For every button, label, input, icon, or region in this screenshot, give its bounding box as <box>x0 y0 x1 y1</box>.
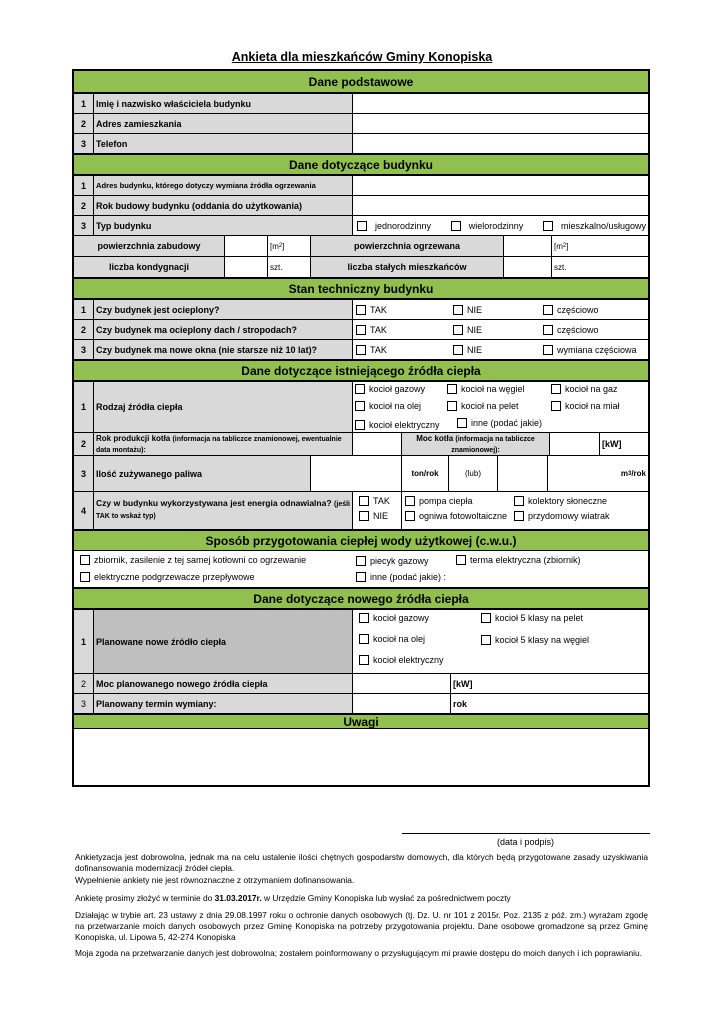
row-number: 2 <box>74 674 93 693</box>
option-label: wielorodzinny <box>468 220 524 231</box>
insulated-options <box>352 300 648 319</box>
checkbox-icon[interactable] <box>481 635 491 645</box>
area-field[interactable] <box>224 236 267 256</box>
heated-area-label: powierzchnia ogrzewana <box>310 236 503 256</box>
insulated-label: Czy budynek jest ocieplony? <box>93 300 352 319</box>
roof-partial[interactable] <box>543 325 599 335</box>
option-label: częściowo <box>557 324 599 335</box>
checkbox-icon[interactable] <box>447 401 457 411</box>
new-source-electric[interactable] <box>359 655 444 665</box>
area-unit <box>267 236 310 256</box>
type-single-family[interactable] <box>357 221 431 231</box>
unit-sup: 3 <box>627 470 632 477</box>
checkbox-icon[interactable] <box>551 401 561 411</box>
roof-label: Czy budynek ma ocieplony dach / stropodach? <box>93 320 352 339</box>
option-label: kocioł na pelet <box>461 401 519 411</box>
phone-label: Telefon <box>93 134 352 153</box>
checkbox-icon[interactable] <box>543 325 553 335</box>
option-label: kocioł gazowy <box>373 613 430 623</box>
hw-tank[interactable] <box>80 555 306 565</box>
insulated-yes[interactable] <box>356 305 387 315</box>
unit-sup: 2 <box>278 243 283 249</box>
address-label: Adres zamieszkania <box>93 114 352 133</box>
area-label: powierzchnia zabudowy <box>74 236 224 256</box>
planned-power-unit: [kW] <box>450 674 648 693</box>
checkbox-icon[interactable] <box>543 305 553 315</box>
new-source-oil[interactable] <box>359 634 425 644</box>
planned-date-field[interactable] <box>352 694 450 713</box>
building-row-type <box>74 215 648 235</box>
renewable-types <box>401 492 648 529</box>
planned-date-label: Planowany termin wymiany: <box>93 694 352 713</box>
checkbox-icon[interactable] <box>514 496 524 506</box>
option-label: ogniwa fotowoltaiczne <box>419 511 508 521</box>
fuel-unit-tons: ton/rok <box>401 456 448 491</box>
insulated-partial[interactable] <box>543 305 599 315</box>
row-number: 1 <box>74 176 93 195</box>
heat-source-label: Rodzaj źródła ciepła <box>93 382 352 432</box>
hw-flow-heater[interactable] <box>80 572 255 582</box>
option-label: mieszkalno/usługowy <box>560 220 646 231</box>
checkbox-icon[interactable] <box>405 511 415 521</box>
checkbox-icon[interactable] <box>359 634 369 644</box>
fuel-usage-label: Ilość zużywanego paliwa <box>93 456 310 491</box>
option-label: kocioł na olej <box>373 634 426 644</box>
floors-label: liczba kondygnacji <box>74 257 224 277</box>
option-label: kocioł na gaz <box>565 384 618 394</box>
row-number: 1 <box>74 382 93 432</box>
source-oil[interactable] <box>355 401 421 411</box>
checkbox-icon[interactable] <box>356 345 366 355</box>
checkbox-icon[interactable] <box>355 384 365 394</box>
roof-no[interactable] <box>453 325 482 335</box>
option-label: kocioł elektryczny <box>373 655 444 665</box>
deadline-date: 31.03.2017r. <box>214 893 262 903</box>
row-number: 3 <box>74 216 93 235</box>
checkbox-icon[interactable] <box>80 572 90 582</box>
planned-power-field[interactable] <box>352 674 450 693</box>
residents-field[interactable] <box>503 257 551 277</box>
row-number: 3 <box>74 456 93 491</box>
power-unit: [kW] <box>599 433 648 455</box>
section-header-basic: Dane podstawowe <box>74 71 648 93</box>
row-number: 3 <box>74 134 93 153</box>
build-year-label: Rok budowy budynku (oddania do użytkowania) <box>93 196 352 215</box>
source-lpg[interactable] <box>551 384 618 394</box>
row-number: 1 <box>74 610 93 673</box>
option-label: TAK <box>370 324 387 335</box>
section-header-existing: Dane dotyczące istniejącego źródła ciepła <box>74 359 648 381</box>
boiler-power-field[interactable] <box>549 433 599 455</box>
tech-row-insulated <box>74 299 648 319</box>
checkbox-icon[interactable] <box>357 221 367 231</box>
section-header-hot-water: Sposób przygotowania ciepłej wody użytkowej (c.w.u.) <box>74 529 648 551</box>
existing-row-year <box>74 432 648 455</box>
unit-close: ] <box>566 241 569 251</box>
planned-source-options <box>352 610 648 673</box>
residents-label: liczba stałych mieszkańców <box>310 257 503 277</box>
note-consent: Moja zgoda na przetwarzanie danych jest dobrowolna; zostałem poinformowany o przysługującym mi prawie dostępu do moich danych i ich poprawianiu. <box>75 948 643 958</box>
checkbox-icon[interactable] <box>451 221 461 231</box>
planned-date-unit: rok <box>450 694 648 713</box>
section-header-remarks: Uwagi <box>74 713 648 729</box>
unit-sup: 2 <box>562 243 567 249</box>
checkbox-icon[interactable] <box>355 401 365 411</box>
label-main: Moc kotła <box>416 434 454 443</box>
option-label: kocioł 5 klasy na węgiel <box>495 635 590 645</box>
signature-line <box>402 833 650 834</box>
new-source-row-power <box>74 673 648 693</box>
checkbox-icon[interactable] <box>447 384 457 394</box>
checkbox-icon[interactable] <box>356 305 366 315</box>
checkbox-icon[interactable] <box>355 420 365 430</box>
heated-area-unit <box>551 236 648 256</box>
hw-other[interactable] <box>356 572 446 582</box>
row-number: 1 <box>74 300 93 319</box>
row-number: 2 <box>74 114 93 133</box>
checkbox-icon[interactable] <box>551 384 561 394</box>
existing-row-renewable <box>74 491 648 529</box>
option-label: jednorodzinny <box>375 220 432 231</box>
planned-source-label: Planowane nowe źródło ciepła <box>93 610 352 673</box>
row-number: 1 <box>74 94 93 113</box>
floors-unit: szt. <box>267 257 310 277</box>
note-no-guarantee: Wypełnienie ankiety nie jest równoznaczne z otrzymaniem dofinansowania. <box>75 875 355 885</box>
boiler-power-label <box>401 433 549 455</box>
option-label: inne (podać jakie) <box>471 418 543 428</box>
option-label: NIE <box>467 324 483 335</box>
hw-gas-heater[interactable] <box>356 556 429 566</box>
checkbox-icon[interactable] <box>359 511 369 521</box>
existing-row-fuel <box>74 455 648 491</box>
fuel-m3-field[interactable] <box>497 456 547 491</box>
source-fine-coal[interactable] <box>551 401 620 411</box>
renewable-solar[interactable] <box>514 496 607 506</box>
windows-no[interactable] <box>453 345 482 355</box>
option-label: inne (podać jakie) : <box>370 572 447 582</box>
option-label: TAK <box>370 344 387 355</box>
section-header-technical: Stan techniczny budynku <box>74 277 648 299</box>
unit-text: [m <box>554 241 563 251</box>
heat-source-options <box>352 382 648 432</box>
source-pellet[interactable] <box>447 401 519 411</box>
building-row-area <box>74 235 648 256</box>
hw-electric-tank[interactable] <box>456 555 581 565</box>
label-main: Czy w budynku wykorzystywana jest energia odnawialna? <box>96 498 332 508</box>
row-number: 2 <box>74 433 93 455</box>
building-address-field[interactable] <box>352 176 648 195</box>
option-label: wymiana częściowa <box>557 344 637 355</box>
checkbox-icon[interactable] <box>356 556 366 566</box>
building-type-label: Typ budynku <box>93 216 352 235</box>
option-label: NIE <box>467 304 483 315</box>
option-label: TAK <box>370 304 387 315</box>
checkbox-icon[interactable] <box>456 555 466 565</box>
planned-power-label: Moc planowanego nowego źródła ciepła <box>93 674 352 693</box>
remarks-field[interactable] <box>74 729 648 785</box>
label-note: (jeśli TAK to wskaż typ) <box>96 501 350 520</box>
row-number: 2 <box>74 320 93 339</box>
label-note: (informacja na tabliczce znamionowej, ewentualnie data montażu): <box>96 436 342 454</box>
row-number: 4 <box>74 492 93 529</box>
checkbox-icon[interactable] <box>453 345 463 355</box>
new-source-gas[interactable] <box>359 613 429 623</box>
option-label: kocioł na węgiel <box>461 384 525 394</box>
insulated-no[interactable] <box>453 305 482 315</box>
option-label: kocioł na miał <box>565 401 620 411</box>
option-label: elektryczne podgrzewacze przepływowe <box>94 572 255 582</box>
checkbox-icon[interactable] <box>359 655 369 665</box>
option-label: NIE <box>373 511 389 521</box>
row-number: 3 <box>74 340 93 359</box>
checkbox-icon[interactable] <box>356 325 366 335</box>
basic-row-phone <box>74 133 648 153</box>
option-label: kocioł gazowy <box>369 384 426 394</box>
source-electric[interactable] <box>355 420 440 430</box>
option-label: NIE <box>467 344 483 355</box>
building-row-year <box>74 195 648 215</box>
type-mixed-use[interactable] <box>543 221 646 231</box>
floors-field[interactable] <box>224 257 267 277</box>
row-number: 3 <box>74 694 93 713</box>
renewable-yes[interactable] <box>359 496 390 506</box>
option-label: kocioł 5 klasy na pelet <box>495 613 584 623</box>
renewable-label <box>93 492 352 529</box>
boiler-year-label <box>93 433 352 455</box>
section-header-new-source: Dane dotyczące nowego źródła ciepła <box>74 587 648 609</box>
option-label: zbiornik, zasilenie z tej samej kotłowni co ogrzewanie <box>94 555 307 565</box>
source-gas[interactable] <box>355 384 425 394</box>
page-title: Ankieta dla mieszkańców Gminy Konopiska <box>231 50 493 64</box>
phone-field[interactable] <box>352 134 648 153</box>
building-row-address <box>74 175 648 195</box>
owner-name-field[interactable] <box>352 94 648 113</box>
checkbox-icon[interactable] <box>457 418 467 428</box>
boiler-year-field[interactable] <box>352 433 401 455</box>
new-source-coal5[interactable] <box>481 635 589 645</box>
windows-partial[interactable] <box>543 345 637 355</box>
existing-row-type <box>74 381 648 432</box>
unit-text: m <box>620 469 628 478</box>
new-source-pellet5[interactable] <box>481 613 583 623</box>
building-address-label: Adres budynku, którego dotyczy wymiana źródła ogrzewania <box>93 176 352 195</box>
option-label: piecyk gazowy <box>370 556 429 566</box>
fuel-or-label: (lub) <box>448 456 497 491</box>
option-label: pompa ciepła <box>419 496 473 506</box>
label-note: (informacja na tabliczce znamionowej): <box>451 436 535 454</box>
label-main: Rok produkcji kotła <box>96 434 171 443</box>
section-header-building: Dane dotyczące budynku <box>74 153 648 175</box>
unit-close: ] <box>282 241 285 251</box>
build-year-field[interactable] <box>352 196 648 215</box>
roof-yes[interactable] <box>356 325 387 335</box>
checkbox-icon[interactable] <box>453 305 463 315</box>
renewable-wind[interactable] <box>514 511 610 521</box>
note-deadline <box>75 893 648 904</box>
windows-yes[interactable] <box>356 345 387 355</box>
owner-name-label: Imię i nazwisko właściciela budynku <box>93 94 352 113</box>
checkbox-icon[interactable] <box>543 221 553 231</box>
unit-text: [m <box>270 241 279 251</box>
fuel-unit-m3 <box>547 456 648 491</box>
option-label: TAK <box>373 496 390 506</box>
building-type-options <box>352 216 648 235</box>
deadline-text-tail: w Urzędzie Gminy Konopiska lub wysłać za pośrednictwem poczty <box>261 893 511 903</box>
checkbox-icon[interactable] <box>405 496 415 506</box>
renewable-heat-pump[interactable] <box>405 496 473 506</box>
option-label: częściowo <box>557 304 599 315</box>
tech-row-roof <box>74 319 648 339</box>
note-voluntary: Ankietyzacja jest dobrowolna, jednak ma na celu ustalenie ilości chętnych gospodarstw domowych, dla których będą przygotowane zasady uzyskiwania dofinansowania modernizacji źródeł ciepła. <box>75 852 648 873</box>
survey-form <box>72 69 650 787</box>
roof-options <box>352 320 648 339</box>
windows-options <box>352 340 648 359</box>
new-source-row-date <box>74 693 648 713</box>
row-number: 2 <box>74 196 93 215</box>
note-gdpr: Działając w trybie art. 23 ustawy z dnia 29.08.1997 roku o ochronie danych osobowych (tj. Dz. U. nr 101 z 2015r. Poz. 2135 z póź. zm.) wyrażam zgodę na przetwarzanie moich danych osobowych przez Gminę Konopiska na potrzeby przygotowania projektu. Dane osobowe gromadzone są przez Gminę Konopiska, ul. Lipowa 5, 42-274 Konopiska <box>75 910 648 942</box>
fuel-tons-field[interactable] <box>310 456 401 491</box>
type-multi-family[interactable] <box>451 221 524 231</box>
windows-label: Czy budynek ma nowe okna (nie starsze niż 10 lat)? <box>93 340 352 359</box>
renewable-yes-no <box>352 492 401 529</box>
building-row-floors <box>74 256 648 277</box>
option-label: kolektory słoneczne <box>528 496 608 506</box>
hot-water-options <box>74 551 648 587</box>
renewable-no[interactable] <box>359 511 388 521</box>
new-source-row-type <box>74 609 648 673</box>
residents-unit: szt. <box>551 257 648 277</box>
renewable-pv[interactable] <box>405 511 507 521</box>
checkbox-icon[interactable] <box>543 345 553 355</box>
checkbox-icon[interactable] <box>356 572 366 582</box>
option-label: terma elektryczna (zbiornik) <box>470 555 581 565</box>
tech-row-windows <box>74 339 648 359</box>
checkbox-icon[interactable] <box>359 496 369 506</box>
address-field[interactable] <box>352 114 648 133</box>
unit-tail: /rok <box>631 469 646 478</box>
option-label: kocioł elektryczny <box>369 420 440 430</box>
deadline-text: Ankietę prosimy złożyć w terminie do <box>75 893 215 903</box>
checkbox-icon[interactable] <box>80 555 90 565</box>
signature-label: (data i podpis) <box>497 837 555 847</box>
checkbox-icon[interactable] <box>481 613 491 623</box>
source-other[interactable] <box>457 418 542 428</box>
option-label: przydomowy wiatrak <box>528 511 610 521</box>
basic-row-name <box>74 93 648 113</box>
checkbox-icon[interactable] <box>359 613 369 623</box>
checkbox-icon[interactable] <box>514 511 524 521</box>
basic-row-address <box>74 113 648 133</box>
source-coal[interactable] <box>447 384 525 394</box>
option-label: kocioł na olej <box>369 401 422 411</box>
heated-area-field[interactable] <box>503 236 551 256</box>
checkbox-icon[interactable] <box>453 325 463 335</box>
